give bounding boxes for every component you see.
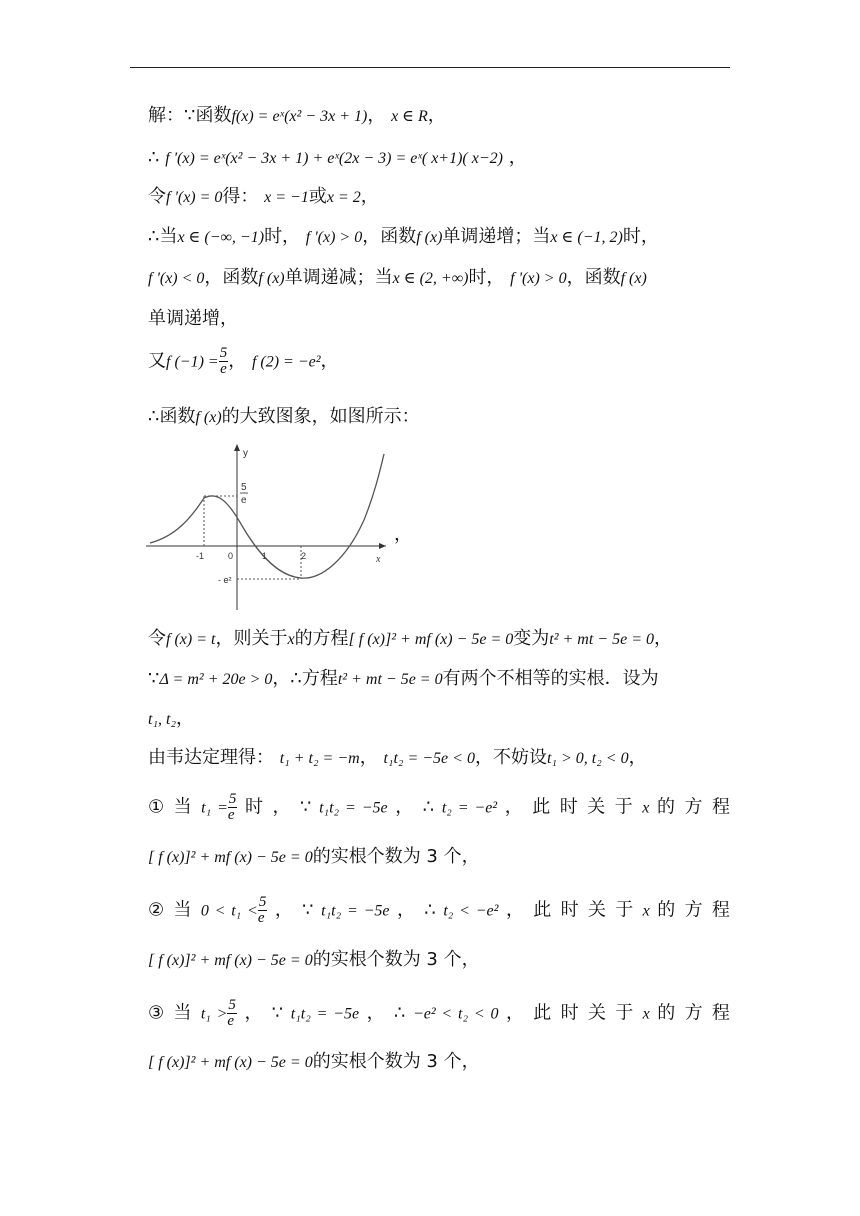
extrema-values-line: 又f (−1) = $\frac{5}{e}$ ， f (2) = −e²， [148,345,339,377]
monotonic-line-3: 单调递增， [148,308,238,329]
y-axis-arrow [234,444,240,451]
graph-comma: ， [394,524,412,545]
substitution-line: 令f (x) = t，则关于x的方程[ f (x)]² + mf (x) − 5e = 0变为t² + mt − 5e = 0， [148,628,672,649]
discriminant-line: ∵Δ = m² + 20e > 0，∴方程t² + mt − 5e = 0有两个不相等的实根．设为 [148,668,659,689]
x-axis-arrow [379,543,386,549]
max-label-den: e [241,495,247,506]
monotonic-line-2: f '(x) < 0，函数f (x)单调递减；当x ∈ (2, +∞)时， f '(x) > 0，函数f (x) [148,267,647,288]
roots-name-line: t₁, t₂， [148,708,195,729]
tick-label-neg1: -1 [196,551,205,561]
derivative-line: ∴ f '(x) = eˣ(x² − 3x + 1) + eˣ(2x − 3) = eˣ( x+1)( x−2) ， [148,147,527,168]
function-graph [146,440,394,612]
tick-label-2: 2 [301,551,307,561]
tick-label-0: 0 [228,551,234,561]
top-rule [130,67,730,68]
y-axis-label: y [243,448,248,459]
critical-points-line: 令f '(x) = 0得： x = −1或x = 2， [148,186,379,207]
min-label: - e² [218,575,232,585]
case-1-line-2: [ f (x)]² + mf (x) − 5e = 0的实根个数为 3 个， [148,846,480,867]
graph-intro-line: ∴函数f (x)的大致图象，如图所示： [148,406,420,427]
max-label-num: 5 [241,482,247,493]
case-3-line-1: ③ 当 t₁ > $\frac{5}{e}$ ， ∵ t₁t₂ = −5e ， ∴ −e² < t₂ < 0 ， 此 时 关 于 x 的 方 程 [148,997,730,1029]
solution-line-1: 解：∵函数f(x) = eˣ(x² − 3x + 1)， x ∈ R， [148,105,446,126]
tick-label-1: 1 [262,551,268,561]
case-1-line-1: ① 当 t₁ = $\frac{5}{e}$ 时 ， ∵ t₁t₂ = −5e ， ∴ t₂ = −e² ， 此 时 关 于 x 的 方 程 [148,791,731,823]
case-3-fraction: $\frac{5}{e}$ [227,997,236,1029]
case-2-line-2: [ f (x)]² + mf (x) − 5e = 0的实根个数为 3 个， [148,949,480,970]
case-2-fraction: $\frac{5}{e}$ [257,894,267,926]
case-1-fraction: $\frac{5}{e}$ [227,791,237,823]
x-axis-label: x [376,554,381,565]
monotonic-line-1: ∴当x ∈ (−∞, −1)时， f '(x) > 0，函数f (x)单调递增；当x ∈ (−1, 2)时， [148,226,659,247]
fraction-5-over-e: $\frac{5}{e}$ [219,345,228,377]
vieta-line: 由韦达定理得： t₁ + t₂ = −m， t₁t₂ = −5e < 0，不妨设t₁ > 0, t₂ < 0， [148,747,647,768]
case-3-line-2: [ f (x)]² + mf (x) − 5e = 0的实根个数为 3 个， [148,1051,480,1072]
case-2-line-1: ② 当 0 < t₁ < $\frac{5}{e}$ ， ∵ t₁t₂ = −5e ， ∴ t₂ < −e² ， 此 时 关 于 x 的 方 程 [148,894,730,926]
